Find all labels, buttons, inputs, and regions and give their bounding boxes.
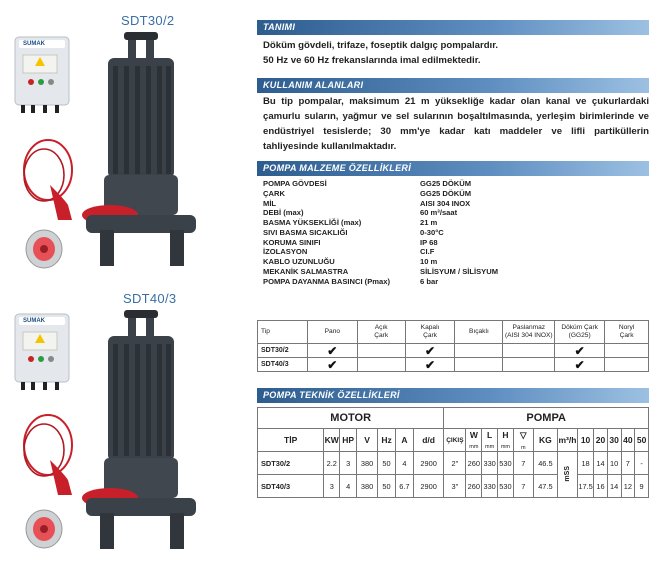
feature-row-tip: SDT30/2 — [258, 344, 308, 358]
spec-row — [263, 208, 540, 218]
tech-cell-kg: 46.5 — [533, 452, 557, 475]
tech-cell-a: 6.7 — [395, 475, 413, 498]
feature-cell — [357, 344, 405, 358]
motor-group-header: MOTOR — [258, 408, 444, 429]
feature-col-header: Kapalı Çark — [405, 321, 455, 344]
model-title-bottom: SDT40/3 — [123, 291, 177, 306]
tech-cell-kg: 47.5 — [533, 475, 557, 498]
section-header-malzeme: POMPA MALZEME ÖZELLİKLERİ — [257, 161, 649, 176]
feature-cell — [307, 344, 357, 358]
tech-col-header — [498, 429, 514, 452]
section-header-tanimi: TANIMI — [257, 20, 649, 35]
feature-table — [257, 320, 649, 372]
tech-flow-cell: 14 — [607, 475, 621, 498]
tech-col-label: L — [487, 430, 493, 440]
mss-unit-cell — [557, 452, 577, 498]
feature-col-header: Bıçaklı — [455, 321, 503, 344]
feature-cell — [503, 344, 555, 358]
impeller-image-top — [24, 228, 64, 270]
tech-col-label: 20 — [595, 435, 606, 445]
feature-cell — [503, 358, 555, 372]
tech-flow-cell: - — [635, 452, 649, 475]
tech-cell-dd: 2900 — [413, 475, 444, 498]
feature-cell — [555, 358, 605, 372]
feature-cell — [455, 358, 503, 372]
tech-col-label: 10 — [580, 435, 591, 445]
spec-value: 0-30°C — [420, 227, 444, 237]
tech-cell-v: 380 — [357, 475, 378, 498]
feature-cell — [605, 344, 649, 358]
tech-cell-w: 260 — [466, 452, 482, 475]
spec-row — [263, 257, 540, 267]
tech-cell-a: 4 — [395, 452, 413, 475]
section-header-teknik: POMPA TEKNİK ÖZELLİKLERİ — [257, 388, 649, 403]
spec-key: MİL — [263, 198, 277, 208]
spec-row — [263, 238, 540, 248]
tech-flow-cell: 17.5 — [577, 475, 593, 498]
spec-row — [263, 179, 540, 189]
feature-col-header: Tip — [258, 321, 308, 344]
spec-row — [263, 199, 540, 209]
spec-key: DEBİ (max) — [263, 208, 304, 218]
spec-key: KORUMA SINIFI — [263, 237, 321, 247]
tech-col-header — [413, 429, 444, 452]
panel-brand-bottom: SUMAK — [23, 318, 45, 324]
spec-value: 10 m — [420, 257, 438, 266]
tech-cell-hz: 50 — [378, 475, 396, 498]
tech-col-label: ▽ — [520, 429, 527, 440]
tech-col-label: d/d — [422, 435, 435, 445]
tech-col-header — [340, 429, 357, 452]
tech-col-label: TİP — [284, 435, 298, 445]
tech-col-unit: mm — [500, 444, 510, 450]
feature-cell — [405, 358, 455, 372]
tanimi-text — [263, 38, 649, 68]
tech-cell-kw: 2.2 — [324, 452, 340, 475]
tech-col-label: H — [502, 430, 509, 440]
tech-col-label: 30 — [609, 435, 619, 445]
checkmark-icon: ✔ — [327, 357, 338, 372]
checkmark-icon: ✔ — [574, 343, 585, 358]
tech-row — [258, 475, 649, 498]
feature-cell — [555, 344, 605, 358]
tech-flow-cell: 16 — [594, 475, 608, 498]
tech-col-header — [594, 429, 608, 452]
spec-row — [263, 277, 540, 287]
section-header-kullanim: KULLANIM ALANLARI — [257, 78, 649, 93]
feature-col-header: Paslanmaz (AISI 304 INOX) — [503, 321, 555, 344]
tech-col-label: 40 — [623, 435, 633, 445]
checkmark-icon: ✔ — [327, 343, 338, 358]
tech-col-header — [577, 429, 593, 452]
tech-col-label: Hz — [381, 435, 392, 445]
tech-col-header — [635, 429, 649, 452]
pump-image-bottom — [66, 308, 216, 553]
control-panel-top — [13, 35, 73, 125]
feature-col-header: Döküm Çark (GG25) — [555, 321, 605, 344]
tech-row — [258, 452, 649, 475]
tech-col-header — [607, 429, 621, 452]
spec-key: KABLO UZUNLUĞU — [263, 257, 335, 266]
tech-col-header — [258, 429, 324, 452]
tech-col-label: ÇIKIŞ — [446, 436, 464, 444]
tech-flow-cell: 9 — [635, 475, 649, 498]
tech-col-label: HP — [342, 435, 355, 445]
tech-cell-v: 380 — [357, 452, 378, 475]
tech-cell-w: 260 — [466, 475, 482, 498]
spec-value: CI.F — [420, 247, 435, 257]
tech-col-header — [466, 429, 482, 452]
tech-cell-hz: 50 — [378, 452, 396, 475]
spec-key: POMPA GÖVDESİ — [263, 179, 327, 188]
tanimi-line-1: Döküm gövdeli, trifaze, foseptik dalgıç pompalardır. — [263, 40, 499, 51]
tech-col-label: V — [364, 435, 370, 445]
tech-col-unit: mm — [485, 444, 495, 450]
spec-value: 6 bar — [420, 276, 439, 286]
model-title-top: SDT30/2 — [121, 13, 175, 28]
spec-value: AISI 304 INOX — [420, 198, 471, 208]
tech-cell-l: 330 — [482, 475, 498, 498]
checkmark-icon: ✔ — [574, 357, 585, 372]
tech-flow-cell: 7 — [621, 452, 635, 475]
spec-key: MEKANİK SALMASTRA — [263, 266, 349, 276]
feature-cell — [405, 344, 455, 358]
tech-col-header — [557, 429, 577, 452]
tech-cell-hp: 4 — [340, 475, 357, 498]
tech-col-header — [324, 429, 340, 452]
spec-value: GG25 DÖKÜM — [420, 179, 472, 188]
spec-key: BASMA YÜKSEKLİĞİ (max) — [263, 218, 362, 227]
checkmark-icon: ✔ — [424, 357, 436, 372]
pump-image-top — [66, 30, 216, 270]
tech-col-header — [621, 429, 635, 452]
tech-flow-cell: 18 — [577, 452, 593, 475]
tech-flow-cell: 14 — [594, 452, 608, 475]
tech-cell-tip: SDT30/2 — [258, 452, 324, 475]
tech-cell-kw: 3 — [324, 475, 340, 498]
spec-list — [263, 179, 540, 286]
impeller-image-bottom — [24, 508, 64, 550]
spec-value: GG25 DÖKÜM — [420, 188, 472, 198]
spec-row — [263, 247, 540, 257]
spec-row — [263, 228, 540, 238]
tanimi-line-2: 50 Hz ve 60 Hz frekanslarında imal edilmektedir. — [263, 55, 481, 66]
kullanim-text: Bu tip pompalar, maksimum 21 m yüksekliğe kadar olan kanal ve çukurlardaki çamurlu suların, yağmur ve sel sularının boşaltılmasında, yerleşim birimlerinde ve endüstriyel tesislerde; 30 mm'ye kadar katı maddeler ve lifli partiküllerin tahliyesinde kullanılmaktadır. — [263, 96, 649, 152]
tech-col-label: m³/h — [558, 435, 577, 445]
feature-row-tip: SDT40/3 — [258, 358, 308, 372]
feature-cell — [455, 344, 503, 358]
feature-cell — [307, 358, 357, 372]
tech-col-unit: m — [520, 444, 526, 451]
tech-cell-tip: SDT40/3 — [258, 475, 324, 498]
spec-value: 60 m³/saat — [420, 208, 458, 218]
feature-cell — [357, 358, 405, 372]
tech-col-label: KW — [324, 435, 339, 445]
tech-cell-cikis: 2" — [444, 452, 466, 475]
tech-cell-h: 530 — [498, 475, 514, 498]
tech-col-label: W — [469, 430, 478, 440]
tech-col-header — [513, 429, 533, 452]
tech-col-header — [357, 429, 378, 452]
tech-cell-h: 530 — [498, 452, 514, 475]
tech-cell-d: 7 — [513, 452, 533, 475]
tech-table — [257, 407, 649, 498]
feature-row — [258, 344, 649, 358]
spec-row — [263, 267, 540, 277]
pompa-group-header: POMPA — [444, 408, 649, 429]
checkmark-icon: ✔ — [424, 343, 436, 358]
tech-col-header — [533, 429, 557, 452]
feature-cell — [605, 358, 649, 372]
mss-label: mSS — [563, 465, 571, 482]
spec-value: 21 m — [420, 218, 438, 227]
tech-col-label: A — [401, 435, 408, 445]
feature-col-header: Açık Çark — [357, 321, 405, 344]
tech-cell-hp: 3 — [340, 452, 357, 475]
tech-col-header — [395, 429, 413, 452]
tech-col-unit: mm — [469, 444, 479, 450]
spec-row — [263, 189, 540, 199]
tech-cell-cikis: 3" — [444, 475, 466, 498]
spec-key: SIVI BASMA SICAKLIĞI — [263, 227, 348, 237]
feature-col-header: Pano — [307, 321, 357, 344]
spec-value: SİLİSYUM / SİLİSYUM — [420, 266, 499, 276]
spec-key: ÇARK — [263, 188, 285, 198]
tech-cell-d: 7 — [513, 475, 533, 498]
feature-row — [258, 358, 649, 372]
spec-key: İZOLASYON — [263, 247, 308, 257]
tech-cell-dd: 2900 — [413, 452, 444, 475]
spec-value: IP 68 — [420, 237, 438, 247]
feature-col-header: Noryl Çark — [605, 321, 649, 344]
tech-col-label: 50 — [636, 435, 647, 445]
control-panel-bottom — [13, 312, 73, 402]
spec-key: POMPA DAYANMA BASINCI (Pmax) — [263, 276, 391, 286]
tech-col-header — [482, 429, 498, 452]
tech-col-header — [378, 429, 396, 452]
tech-col-header — [444, 429, 466, 452]
tech-cell-l: 330 — [482, 452, 498, 475]
tech-flow-cell: 10 — [607, 452, 621, 475]
tech-flow-cell: 12 — [621, 475, 635, 498]
spec-row — [263, 218, 540, 228]
tech-col-label: KG — [539, 435, 552, 445]
panel-brand-top: SUMAK — [23, 41, 45, 47]
